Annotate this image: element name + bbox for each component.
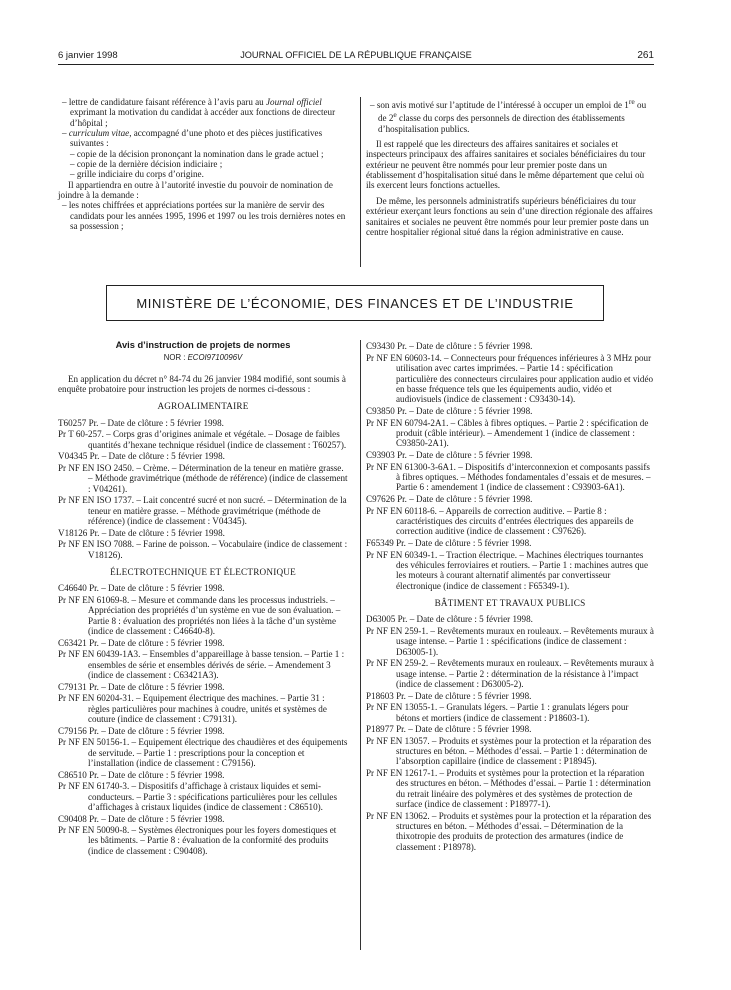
norm-entry: Pr NF EN 13062. – Produits et systèmes pour la protection et la réparation des structures en béton. – Méthodes d’essai. – Détermination de la thixotropie des produits de protection des armatures (indice de classement : P18978). xyxy=(366,810,652,852)
paragraph: Il appartiendra en outre à l’autorité investie du pouvoir de nomination de joindre à la demande : xyxy=(58,179,333,201)
paragraph: – son avis motivé sur l’aptitude de l’intéressé à occuper un emploi de 1re ou de 2e classe du corps des personnels de direction des établissements d’hospitalisation publics. xyxy=(370,97,647,134)
top-right-column xyxy=(366,97,654,237)
norm-entry: C93850 Pr. – Date de clôture : 5 février 1998. xyxy=(366,405,533,416)
norm-entry: T60257 Pr. – Date de clôture : 5 février 1998. xyxy=(58,417,224,428)
left-body-entries xyxy=(58,401,348,856)
norm-entry: C93903 Pr. – Date de clôture : 5 février 1998. xyxy=(366,449,533,460)
norm-entry: Pr NF EN 60204-31. – Equipement électrique des machines. – Partie 31 : règles particulières pour machines à coudre, unités et systèmes de couture (indice de classement : C79131). xyxy=(58,693,327,724)
ministry-banner xyxy=(106,285,604,321)
section-heading: AGROALIMENTAIRE xyxy=(157,401,249,412)
paragraph: – curriculum vitae, accompagné d’une photo et des pièces justificatives suivantes : xyxy=(62,128,323,149)
nor-reference xyxy=(58,353,348,363)
norm-entry: Pr NF EN ISO 2450. – Crème. – Détermination de la teneur en matière grasse. – Méthode gravimétrique (méthode de référence) (indice de classement : V04261). xyxy=(58,462,348,494)
norm-entry: C93430 Pr. – Date de clôture : 5 février 1998. xyxy=(366,341,533,352)
norm-entry: P18603 Pr. – Date de clôture : 5 février 1998. xyxy=(366,690,532,701)
norm-entry: Pr NF EN 13057. – Produits et systèmes pour la protection et la réparation des structures en béton. – Méthodes d’essai. – Partie 1 : détermination de l’absorption capillaire (indice de classement : P18945). xyxy=(366,735,652,767)
norm-entry: C79156 Pr. – Date de clôture : 5 février 1998. xyxy=(58,725,225,736)
nor-code: ECOI9710096V xyxy=(187,353,243,363)
norm-entry: C46640 Pr. – Date de clôture : 5 février 1998. xyxy=(58,583,225,594)
norm-entry: C86510 Pr. – Date de clôture : 5 février 1998. xyxy=(58,769,225,780)
nor-label: NOR : xyxy=(163,353,186,363)
norm-entry: Pr NF EN 259-2. – Revêtements muraux en rouleaux. – Revêtements muraux à usage intense. – Partie 2 : détermination de la résistance à l’impact (indice de classement : D63005-2). xyxy=(366,658,654,689)
header-page-number: 261 xyxy=(637,50,654,61)
paragraph: – les notes chiffrées et appréciations portées sur la manière de servir des candidats pour les années 1995, 1996 et 1997 ou les trois dernières notes en sa possession ; xyxy=(62,200,346,232)
header-journal-title: JOURNAL OFFICIEL DE LA RÉPUBLIQUE FRANÇAISE xyxy=(240,50,472,60)
paragraph: Il est rappelé que les directeurs des affaires sanitaires et sociales et inspecteurs principaux des affaires sanitaires et sociales bénéficiaires du tour extérieur ne peuvent être nommés pour leur premier poste dans un établissement d’hospitalisation situé dans le même département que celui où ils exercent leurs fonctions actuelles. xyxy=(366,139,646,191)
norm-entry: Pr NF EN 60794-2A1. – Câbles à fibres optiques. – Partie 2 : spécification de produit (câble intérieur). – Amendement 1 (indice de classement : C93850-2A1). xyxy=(366,417,649,449)
norm-entry: Pr NF EN 12617-1. – Produits et systèmes pour la protection et la réparation des structures en béton. – Méthodes d’essai. – Partie 1 : détermination du retrait linéaire des polymères et des systèmes de protection de surface (indice de classement : P18977-1). xyxy=(366,768,651,810)
norm-entry: F65349 Pr. – Date de clôture : 5 février 1998. xyxy=(366,537,532,548)
norm-entry: Pr NF EN 60349-1. – Traction électrique. – Machines électriques tournantes des véhicules ferroviaires et routiers. – Partie 1 : machines autres que les moteurs à courant alternatif alimentés par convertisseur électronique (indice de classement : F65349-1). xyxy=(366,549,649,591)
paragraph: – lettre de candidature faisant référence à l’avis paru au Journal officiel exprimant la motivation du candidat à accéder aux fonctions de directeur d’hôpital ; xyxy=(62,97,336,128)
norm-entry: C97626 Pr. – Date de clôture : 5 février 1998. xyxy=(366,493,533,504)
norm-entry: C63421 Pr. – Date de clôture : 5 février 1998. xyxy=(58,637,225,648)
header-date: 6 janvier 1998 xyxy=(58,50,118,61)
column-divider-bottom xyxy=(360,340,361,950)
norm-entry: Pr NF EN 60439-1A3. – Ensembles d’appareillage à basse tension. – Partie 1 : ensembles de série et ensembles dérivés de série. – Amendement 3 (indice de classement : C63421A3). xyxy=(58,649,345,680)
top-left-column xyxy=(58,97,348,231)
norm-entry: Pr NF EN 259-1. – Revêtements muraux en rouleaux. – Revêtements muraux à usage intense. – Partie 1 : spécifications (indice de classement : D63005-1). xyxy=(366,625,654,657)
norm-entry: P18977 Pr. – Date de clôture : 5 février 1998. xyxy=(366,724,532,735)
avis-title: Avis d’instruction de projets de normes xyxy=(115,340,291,350)
norm-entry: Pr NF EN 60603-14. – Connecteurs pour fréquences inférieures à 3 MHz pour utilisation avec cartes imprimées. – Partie 14 : spécification particulière des connecteurs circulaires pour application audio et vidéo en basse fréquence tels que les équipements audio, vidéo et audiovisuels (indice de classement : C93430-14). xyxy=(366,352,654,405)
norm-entry: Pr NF EN 61069-8. – Mesure et commande dans les processus industriels. – Appréciation des propriétés d’un système en vue de son évaluation. – Partie 8 : évaluation des propriétés non liées à la tâche d’un système (indice de classement : C46640-8). xyxy=(58,594,341,636)
norm-entry: Pr NF EN ISO 1737. – Lait concentré sucré et non sucré. – Détermination de la teneur en matière grasse. – Méthode gravimétrique (méthode de référence) (indice de classement : V04345). xyxy=(58,495,347,526)
bottom-right-column xyxy=(366,340,654,852)
norm-entry: C79131 Pr. – Date de clôture : 5 février 1998. xyxy=(58,681,225,692)
norm-entry: Pr T 60-257. – Corps gras d’origines animale et végétale. – Dosage de faibles quantités d’hexane technique résiduel (indice de classement : T60257). xyxy=(58,429,347,450)
section-heading: ÉLECTROTECHNIQUE ET ÉLECTRONIQUE xyxy=(110,566,296,577)
header-rule xyxy=(58,64,654,65)
paragraph: De même, les personnels administratifs supérieurs bénéficiaires du tour extérieur exerçant leurs fonctions au sein d’une direction régionale des affaires sanitaires et sociales ne peuvent être nommés pour leur premier poste dans un centre hospitalier régional situé dans la région administrative en cause. xyxy=(366,195,653,237)
norm-entry: Pr NF EN 61300-3-6A1. – Dispositifs d’interconnexion et composants passifs à fibres optiques. – Méthodes fondamentales d’essais et de mesures. – Partie 6 : amendement 1 (indice de classement : C93903-6A1). xyxy=(366,461,651,493)
norm-entry: Pr NF EN 50156-1. – Equipement électrique des chaudières et des équipements de servitude. – Partie 1 : prescriptions pour la conception et l’installation (indice de classement : C79156). xyxy=(58,737,348,768)
norm-entry: V04345 Pr. – Date de clôture : 5 février 1998. xyxy=(58,451,225,462)
bottom-left-column xyxy=(58,340,348,856)
norm-entry: Pr NF EN 50090-8. – Systèmes électroniques pour les foyers domestiques et les bâtiments. – Partie 8 : évaluation de la conformité des produits (indice de classement : C90408). xyxy=(58,825,337,856)
section-heading: BÂTIMENT ET TRAVAUX PUBLICS xyxy=(434,597,586,608)
ministry-title: MINISTÈRE DE L’ÉCONOMIE, DES FINANCES ET DE L’INDUSTRIE xyxy=(136,295,574,311)
norm-entry: Pr NF EN 13055-1. – Granulats légers. – Partie 1 : granulats légers pour bétons et mortiers (indice de classement : P18603-1). xyxy=(366,702,629,723)
norm-entry: C90408 Pr. – Date de clôture : 5 février 1998. xyxy=(58,813,225,824)
column-divider-top xyxy=(360,97,361,267)
norm-entry: V18126 Pr. – Date de clôture : 5 février 1998. xyxy=(58,527,225,538)
norm-entry: D63005 Pr. – Date de clôture : 5 février 1998. xyxy=(366,614,533,625)
norm-entry: Pr NF EN 60118-6. – Appareils de correction auditive. – Partie 8 : caractéristiques des circuits d’entrées électriques des appareils de correction auditive (indice de classement : C97626). xyxy=(366,505,634,537)
paragraph: – copie de la dernière décision indiciaire ; xyxy=(70,159,223,170)
avis-intro: En application du décret n° 84-74 du 26 janvier 1984 modifié, sont soumis à enquête probatoire pour instruction les projets de normes ci-dessous : xyxy=(58,373,346,395)
norm-entry: Pr NF EN ISO 7088. – Farine de poisson. – Vocabulaire (indice de classement : V18126). xyxy=(58,539,348,560)
norm-entry: Pr NF EN 61740-3. – Dispositifs d’affichage à cristaux liquides et semi-conducteurs. – Partie 3 : spécifications particulières pour les cellules d’affichages à cristaux liquides (indice de classement : C86510). xyxy=(58,781,337,812)
paragraph: – copie de la décision prononçant la nomination dans le grade actuel ; xyxy=(70,148,324,159)
paragraph: – grille indiciaire du corps d’origine. xyxy=(70,169,204,180)
